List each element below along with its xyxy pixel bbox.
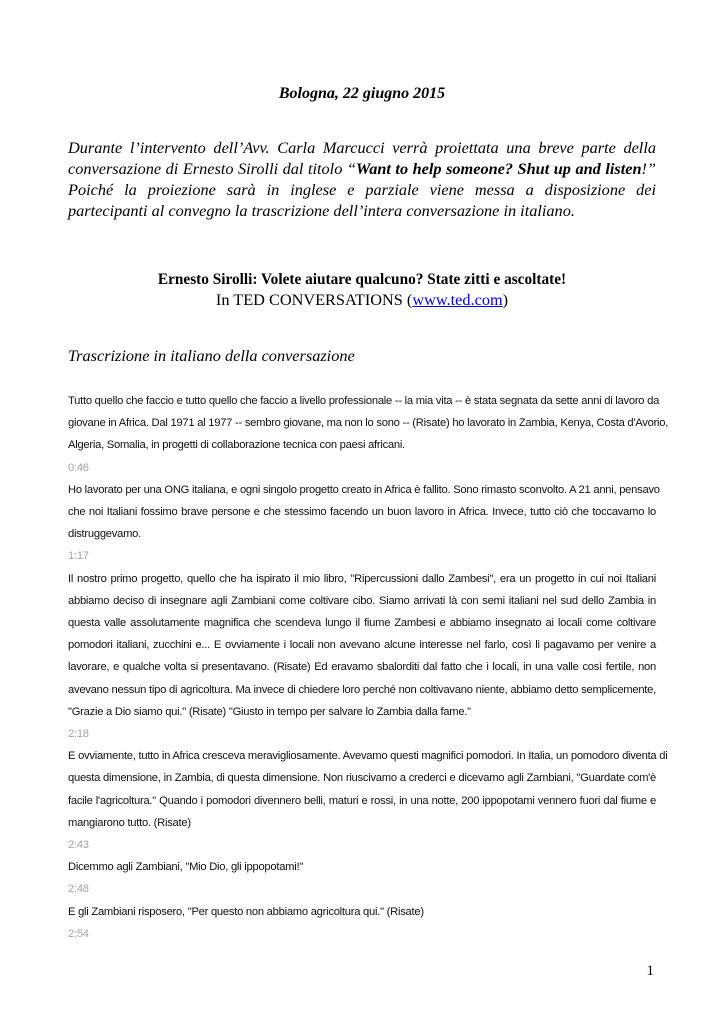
transcript-line: pomodori italiani, zucchini e... E ovviamente i locali non avevano alcune interesse nel farlo, così li pagavamo per venire a — [68, 639, 656, 652]
intro-text-after: !” Poiché la proiezione sarà in inglese e parziale viene messa a disposizione dei partecipanti al convegno la trascrizione dell’intera conversazione in italiano. — [68, 159, 656, 220]
transcript-line: Dicemmo agli Zambiani, "Mio Dio, gli ippopotami!" — [68, 861, 304, 874]
transcript-line: che noi Italiani fossimo brave persone e che stessimo facendo un buon lavoro in Africa. Invece, tutto ciò che toccavamo lo — [68, 506, 656, 519]
ted-link[interactable]: www.ted.com — [412, 290, 503, 309]
transcript-line: facile l'agricoltura." Quando i pomodori divennero belli, maturi e rossi, in una notte, 200 ippopotami vennero fuori dal fiume e — [68, 794, 656, 807]
transcript-line: questa dimensione, in Zambia, di questa dimensione. Non riuscivamo a crederci e dicevamo agli Zambiani, "Guardate com'è — [68, 772, 656, 785]
talk-title: Ernesto Sirolli: Volete aiutare qualcuno? State zitti e ascoltate! — [157, 271, 567, 288]
timestamp: 2:48 — [68, 883, 89, 896]
timestamp: 2:43 — [68, 839, 89, 852]
transcript-line: Il nostro primo progetto, quello che ha ispirato il mio libro, "Ripercussioni dallo Zambesi", era un progetto in cui noi Italiani — [68, 572, 656, 585]
transcript-paragraph — [68, 901, 656, 923]
transcript-line: Tutto quello che faccio e tutto quello che faccio a livello professionale -- la mia vita -- è stata segnata da sette anni di lavoro da — [68, 395, 660, 407]
transcript-line: questa valle assolutamente magnifica che scendeva lungo il fiume Zambesi e abbiamo insegnato ai locali come coltivare — [68, 617, 656, 630]
talk-source-suffix: ) — [502, 290, 509, 309]
transcript-paragraph — [68, 568, 656, 723]
transcript-line: giovane in Africa. Dal 1971 al 1977 -- sembro giovane, ma non lo sono -- (Risate) ho lavorato in Zambia, Kenya, Costa d'Avorio, — [68, 417, 669, 430]
intro-text-before: Durante l’intervento dell’Avv. Carla Marcucci verrà proiettata una breve parte della conversazione di Ernesto Sirolli dal titolo “ — [68, 138, 656, 178]
transcript-paragraph — [68, 390, 669, 457]
transcript-line: "Grazie a Dio siamo qui." (Risate) "Giusto in tempo per salvare lo Zambia dalla fame." — [68, 705, 471, 718]
transcript-line: avevano nessun tipo di agricoltura. Ma invece di chiedere loro perché non coltivavano niente, abbiamo detto semplicemente, — [68, 683, 656, 696]
transcript-line: E ovviamente, tutto in Africa cresceva meravigliosamente. Avevamo questi magnifici pomodori. In Italia, un pomodoro diventa di — [68, 750, 668, 763]
transcript-line: abbiamo deciso di insegnare agli Zambiani come coltivare cibo. Siamo arrivati là con semi italiani nel sud dello Zambia in — [68, 594, 656, 607]
date-line: Bologna, 22 giugno 2015 — [278, 85, 446, 102]
section-heading: Trascrizione in italiano della conversazione — [68, 346, 355, 365]
timestamp: 2:18 — [68, 728, 89, 741]
transcript-line: E gli Zambiani risposero, "Per questo non abbiamo agricoltura qui." (Risate) — [68, 905, 424, 918]
timestamp: 1:17 — [68, 550, 89, 563]
transcript-line: Ho lavorato per una ONG italiana, e ogni singolo progetto creato in Africa è fallito. Sono rimasto sconvolto. A 21 anni, pensavo — [68, 483, 660, 496]
transcript-line: distruggevamo. — [68, 528, 141, 541]
page-number: 1 — [646, 963, 654, 979]
talk-source — [0, 290, 724, 310]
transcript-line: Algeria, Somalia, in progetti di collaborazione tecnica con paesi africani. — [68, 439, 405, 452]
intro-paragraph — [68, 137, 656, 221]
timestamp: 0:46 — [68, 461, 89, 474]
talk-source-prefix: In TED CONVERSATIONS ( — [215, 290, 413, 309]
transcript-line: lavorare, e qualche volta si presentavano. (Risate) Ed eravamo sbalorditi dal fatto che i locali, in una valle così fertile, non — [68, 661, 656, 674]
transcript-paragraph — [68, 479, 660, 546]
timestamp: 2:54 — [68, 927, 89, 940]
transcript-paragraph — [68, 856, 656, 878]
transcript-paragraph — [68, 745, 668, 834]
transcript-line: mangiarono tutto. (Risate) — [68, 816, 191, 829]
intro-talk-title: Want to help someone? Shut up and listen — [355, 159, 642, 178]
transcript — [68, 390, 669, 945]
